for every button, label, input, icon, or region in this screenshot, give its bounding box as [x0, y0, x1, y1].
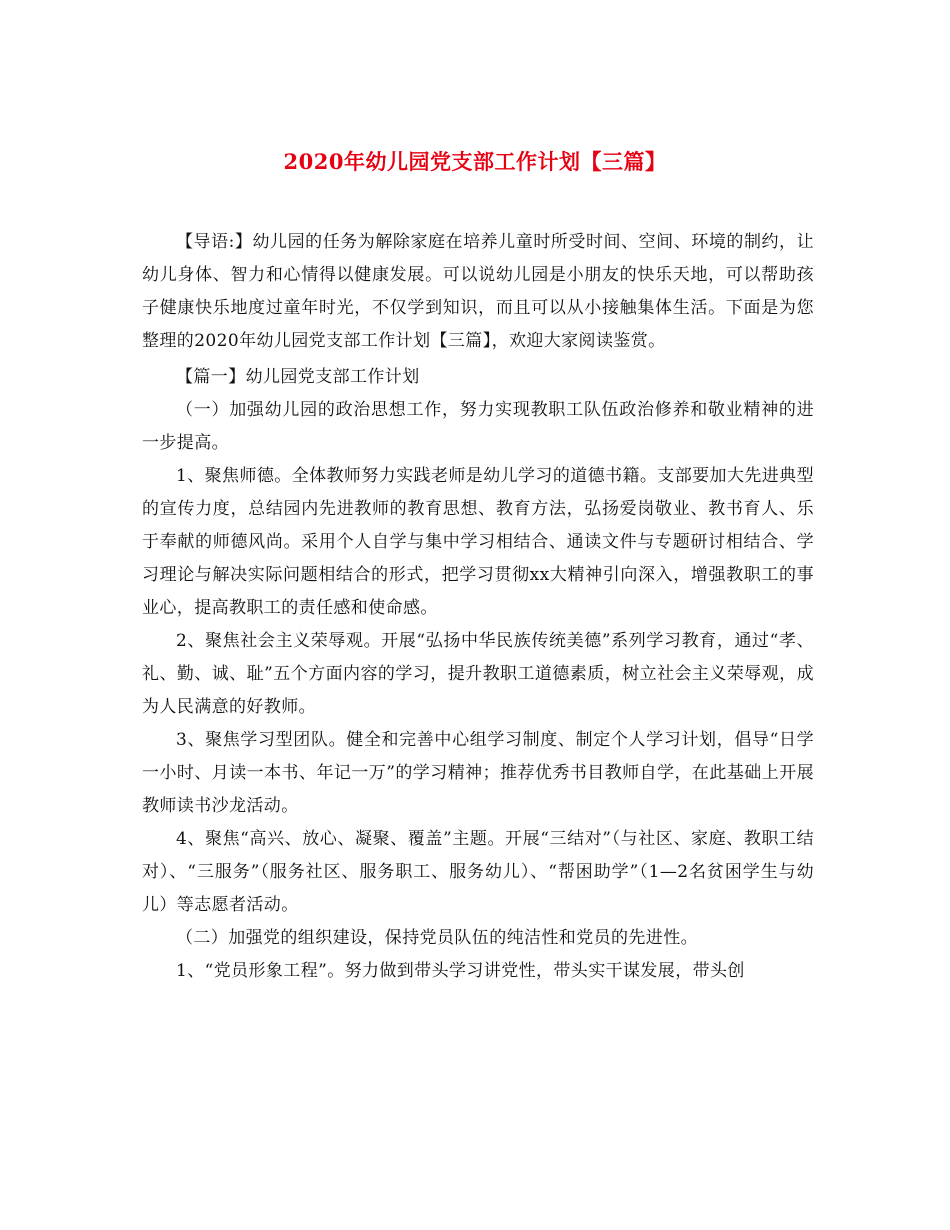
body-paragraph: 4、聚焦“高兴、放心、凝聚、覆盖”主题。开展“三结对”（与社区、家庭、教职工结对）、“三服务”（服务社区、服务职工、服务幼儿）、“帮困助学”（1—2名贫困学生与幼儿）等志愿者活动。: [142, 829, 814, 915]
body-paragraph: 2、聚焦社会主义荣辱观。开展“弘扬中华民族传统美德”系列学习教育，通过“孝、礼、勤、诚、耻”五个方面内容的学习，提升教职工道德素质，树立社会主义荣辱观，成为人民满意的好教师。: [142, 631, 814, 717]
document-title: 2020年幼儿园党支部工作计划【三篇】: [283, 149, 667, 174]
body-paragraph: 1、聚焦师德。全体教师努力实践老师是幼儿学习的道德书籍。支部要加大先进典型的宣传力度，总结园内先进教师的教育思想、教育方法，弘扬爱岗敬业、教书育人、乐于奉献的师德风尚。采用个人自学与集中学习相结合、通读文件与专题研讨相结合、学习理论与解决实际问题相结合的形式，把学习贯彻xx大精神引向深入，增强教职工的事业心，提高教职工的责任感和使命感。: [142, 466, 814, 618]
section-heading: 【篇一】幼儿园党支部工作计划: [176, 367, 420, 387]
body-paragraph: 3、聚焦学习型团队。健全和完善中心组学习制度、制定个人学习计划，倡导“日学一小时、月读一本书、年记一万”的学习精神；推荐优秀书目教师自学，在此基础上开展教师读书沙龙活动。: [142, 730, 814, 816]
subsection-heading: （二）加强党的组织建设，保持党员队伍的纯洁性和党员的先进性。: [176, 928, 698, 948]
intro-paragraph: 【导语:】幼儿园的任务为解除家庭在培养儿童时所受时间、空间、环境的制约，让幼儿身体、智力和心情得以健康发展。可以说幼儿园是小朋友的快乐天地，可以帮助孩子健康快乐地度过童年时光，不仅学到知识，而且可以从小接触集体生活。下面是为您整理的2020年幼儿园党支部工作计划【三篇】，欢迎大家阅读鉴赏。: [142, 232, 814, 351]
document-body: [142, 226, 814, 988]
body-paragraph: 1、“党员形象工程”。努力做到带头学习讲党性，带头实干谋发展，带头创: [176, 961, 745, 981]
subsection-heading: （一）加强幼儿园的政治思想工作，努力实现教职工队伍政治修养和敬业精神的进一步提高。: [142, 400, 814, 453]
